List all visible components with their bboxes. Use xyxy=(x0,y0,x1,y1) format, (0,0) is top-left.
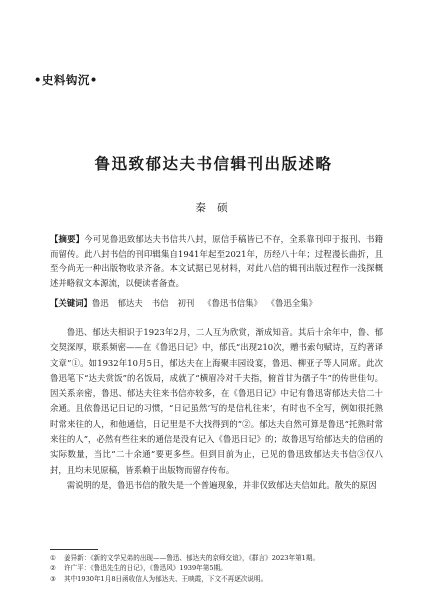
footnote-mark: ③ xyxy=(50,574,56,583)
footnote-mark: ① xyxy=(50,554,56,562)
footnote-text: 许广平：《鲁迅先生的日记》，《鲁迅风》1939年第5期。 xyxy=(64,564,227,573)
footnote xyxy=(50,553,383,563)
footnote xyxy=(50,563,383,573)
keywords-label: 【关键词】 xyxy=(50,298,92,308)
section-tag: •史料钩沉• xyxy=(34,73,98,87)
keyword: 鲁迅 xyxy=(91,298,109,308)
keyword: 郁达夫 xyxy=(117,298,143,308)
abstract-label: 【摘要】 xyxy=(50,234,85,244)
abstract-text: 今可见鲁迅致郁达夫书信共八封，原信手稿皆已不存，全系靠刊印于报刊、书籍而留传。此八封书信的刊印辑集自1941年起至2021年，历经八十年；过程漫长曲折，且至今尚无一种出版物收录齐备。本文试据已见材料，对此八信的辑刊出版过程作一浅探概述并略叙文本源流，以便读者备查。 xyxy=(50,234,383,288)
author-name: 秦 硕 xyxy=(195,202,232,214)
footnote-text: 姜异新：《新的文学兄弟的出现——鲁迅、郁达夫的京师交谊》，《群言》2023年第1期。 xyxy=(64,554,320,562)
footnote-mark: ② xyxy=(50,564,56,573)
keyword: 《鲁迅书信集》 xyxy=(203,298,262,308)
article-body xyxy=(50,325,383,493)
article-title: 鲁迅致郁达夫书信辑刊出版述略 xyxy=(94,155,333,173)
keyword: 书信 xyxy=(151,298,169,308)
body-paragraph: 需说明的是，鲁迅书信的散失是一个普遍现象，并非仅致郁达夫信如此。散失的原因 xyxy=(66,479,377,490)
keyword: 初刊 xyxy=(177,298,195,308)
footnote-text: 其中1930年1月8日函收信人为郁达夫、王映霞，下文不再逐次说明。 xyxy=(64,574,268,583)
footnotes xyxy=(50,553,383,584)
footnote-divider xyxy=(50,549,98,550)
abstract xyxy=(50,232,383,290)
body-paragraph: 鲁迅、郁达夫相识于1923年2月，二人互为欣赏，渐成知音。其后十余年中，鲁、郁交契深厚，联系频密——在《鲁迅日记》中，郁氏“出现210次，赠书索句赋诗，互约著译文章”①。如1932年10月5日，郁达夫在上海聚丰园设宴，鲁迅、柳亚子等人同席。此次鲁迅笔下“达夫赏饭”的名饭局，成就了“横眉冷对千夫指，俯首甘为孺子牛”的传世佳句。因关系亲密，鲁迅、郁达夫往来书信亦较多，在《鲁迅日记》中记有鲁迅寄郁达夫信二十余通。且依鲁迅记日记的习惯，“日记虽然‘写的是信札往来’，有时也不全写，例如很托熟时常来往的人，和他通信，日记里是不大找得到的”②。郁达夫自然可算是鲁迅“托熟时常来往的人”，必然有些往来的通信是没有记入《鲁迅日记》的；故鲁迅写给郁达夫的信函的实际数量，当比“二十余通”要更多些。但到目前为止，已见的鲁迅致郁达夫书信③仅八封，且均未见原稿，皆系赖于出版物而留存传布。 xyxy=(50,327,383,475)
keywords xyxy=(50,296,383,310)
footnote xyxy=(50,574,383,584)
keyword: 《鲁迅全集》 xyxy=(270,298,317,308)
